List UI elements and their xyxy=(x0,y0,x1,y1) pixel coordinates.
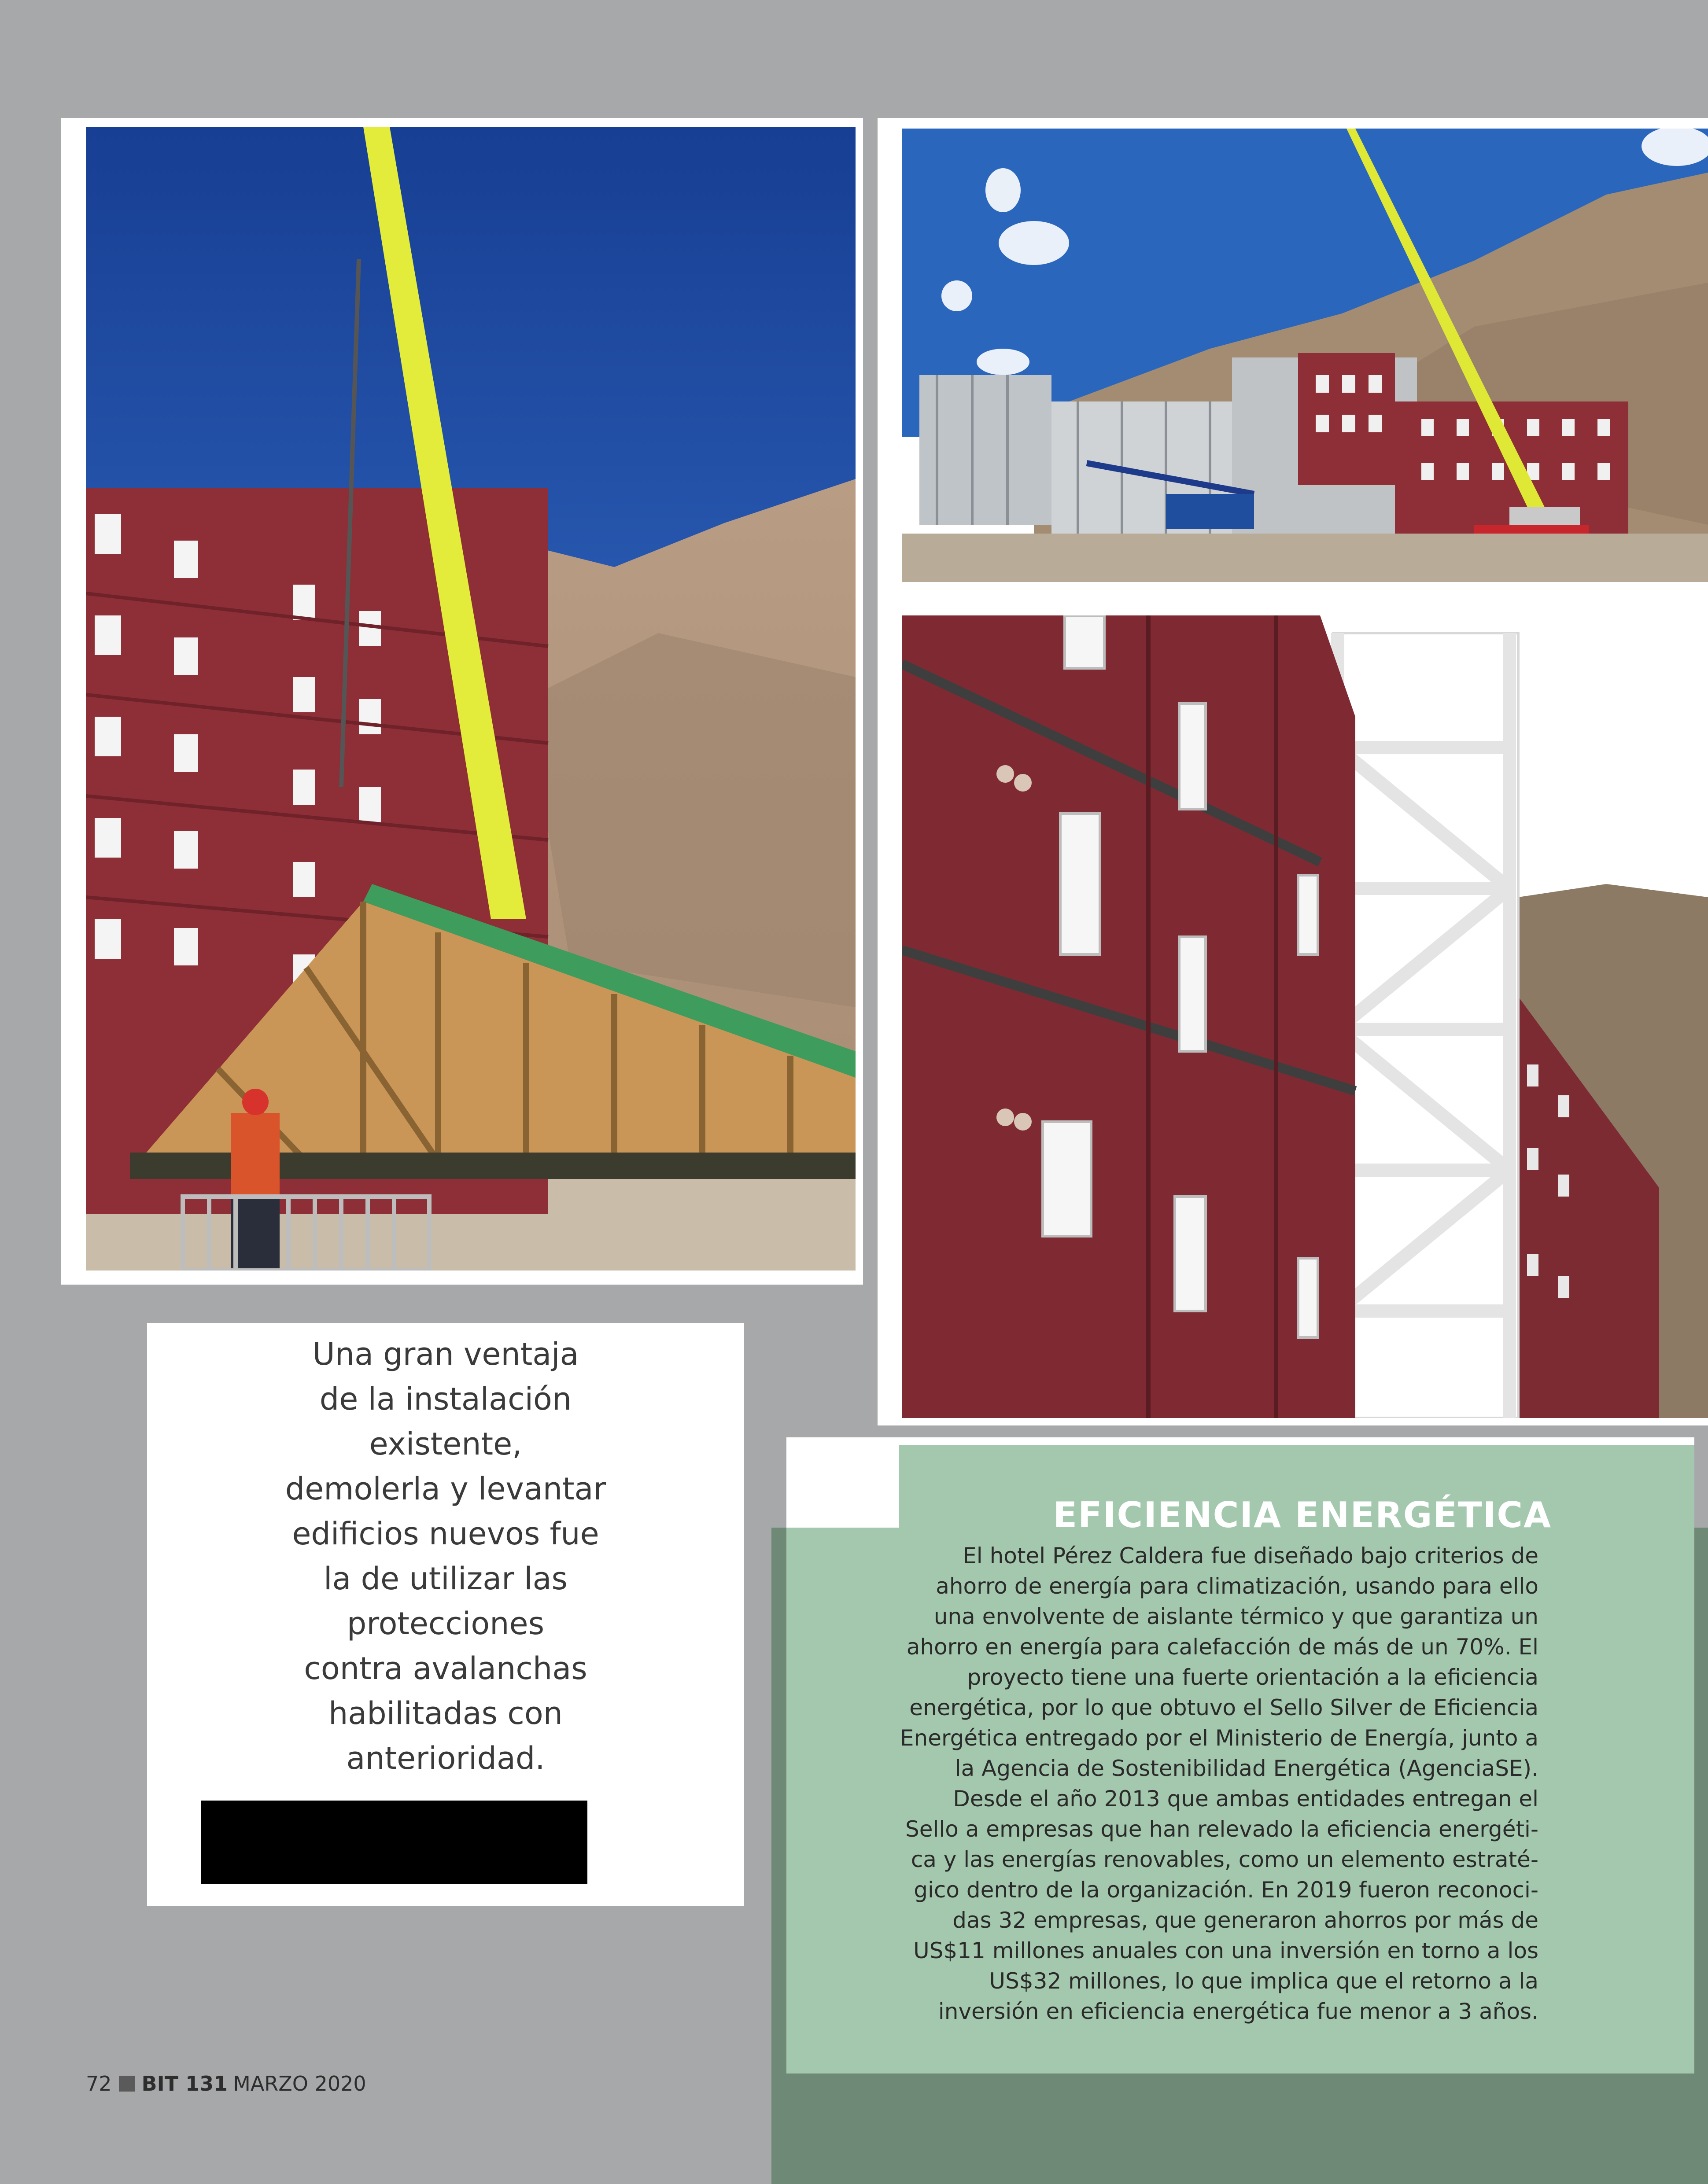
caption-line: Una gran ventaja xyxy=(312,1336,579,1372)
sidebar-body-line: ca y las energías renovables, como un elemento estraté- xyxy=(911,1847,1538,1872)
red-building-with-white-tower-photo xyxy=(902,615,1708,1418)
caption-line: de la instalación xyxy=(319,1381,572,1417)
caption-line: contra avalanchas xyxy=(304,1650,587,1687)
sidebar-body-line: Desde el año 2013 que ambas entidades entregan el xyxy=(953,1786,1538,1812)
sidebar-tab-notch xyxy=(786,1437,899,1528)
sidebar-body-line: das 32 empresas, que generaron ahorros por más de xyxy=(952,1908,1538,1933)
modular-building-with-crane-photo xyxy=(902,129,1708,582)
crane-lifting-roof-truss-photo xyxy=(86,127,856,1271)
caption-line: anterioridad. xyxy=(346,1740,545,1776)
sidebar-body-line: ahorro en energía para calefacción de más de un 70%. El xyxy=(906,1634,1538,1660)
caption-line: habilitadas con xyxy=(328,1695,563,1731)
sidebar-body-line: US$11 millones anuales con una inversión en torno a los xyxy=(913,1938,1538,1963)
caption-line: existente, xyxy=(369,1426,522,1462)
sidebar-body-line: US$32 millones, lo que implica que el retorno a la xyxy=(989,1968,1538,1994)
issue-date: MARZO 2020 xyxy=(233,2072,366,2096)
sidebar-body-line: inversión en eficiencia energética fue menor a 3 años. xyxy=(938,1999,1538,2024)
sidebar-title: EFICIENCIA ENERGÉTICA xyxy=(1053,1495,1552,1536)
sidebar-body-line: una envolvente de aislante térmico y que garantiza un xyxy=(933,1604,1538,1629)
photo-caption-box xyxy=(147,1323,744,1906)
sidebar-body-line: energética, por lo que obtuvo el Sello Silver de Eficiencia xyxy=(909,1695,1538,1720)
sidebar-body xyxy=(878,1541,1538,2027)
caption-line: la de utilizar las xyxy=(324,1561,568,1597)
square-icon xyxy=(119,2076,135,2092)
caption-line: protecciones xyxy=(347,1606,545,1642)
caption-line: edificios nuevos fue xyxy=(292,1516,599,1552)
sidebar-tab-notch-shadow xyxy=(771,1528,786,1545)
sidebar-body-line: proyecto tiene una fuerte orientación a la eficiencia xyxy=(967,1665,1538,1690)
sidebar-body-line: Energética entregado por el Ministerio de Energía, junto a xyxy=(900,1725,1538,1751)
magazine-name: BIT 131 xyxy=(141,2072,228,2096)
sidebar-body-line: Sello a empresas que han relevado la eficiencia energéti- xyxy=(905,1816,1538,1842)
caption-line: demolerla y levantar xyxy=(285,1471,606,1507)
sidebar-body-line: la Agencia de Sostenibilidad Energética (AgenciaSE). xyxy=(955,1756,1538,1781)
page-footer xyxy=(86,2070,366,2097)
sidebar-body-line: gico dentro de la organización. En 2019 fueron reconoci- xyxy=(914,1877,1538,1903)
photo-caption xyxy=(147,1332,744,1781)
redacted-block xyxy=(201,1801,587,1884)
page-number: 72 xyxy=(86,2072,112,2096)
sidebar-body-line: El hotel Pérez Caldera fue diseñado bajo criterios de xyxy=(963,1543,1538,1569)
sidebar-body-line: ahorro de energía para climatización, usando para ello xyxy=(936,1573,1538,1599)
